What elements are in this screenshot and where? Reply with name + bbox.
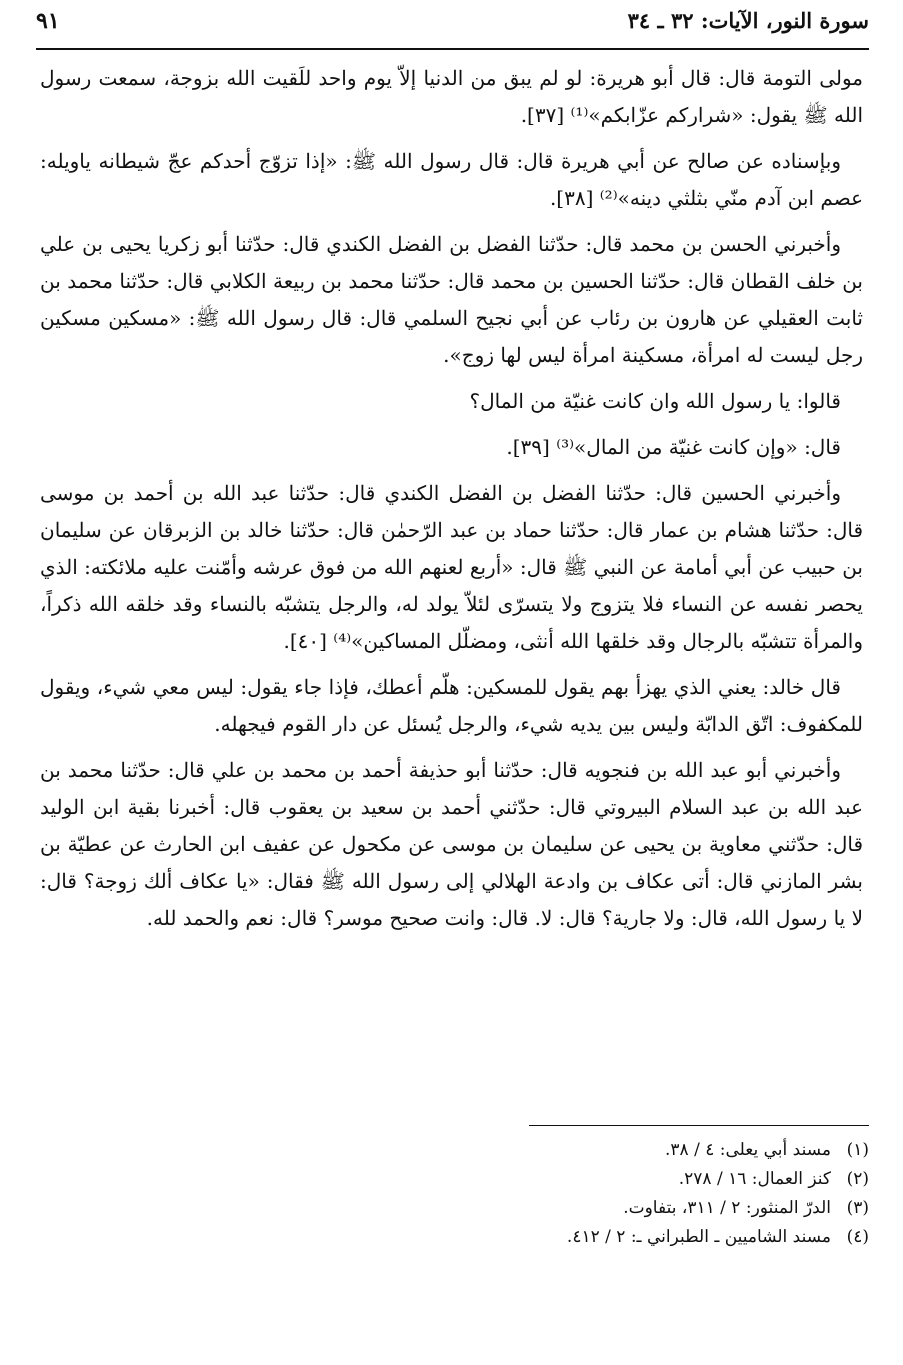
paragraph: مولى التومة قال: قال أبو هريرة: لو لم يبق من الدنيا إلاّ يوم واحد للَقيت الله بزوجة، سمعت رسول الله ﷺ يقول: «شراركم عزّابكم»⁽¹⁾ [٣٧]. [40, 66, 863, 127]
footnote-number: (٢) [846, 1169, 869, 1189]
footnote-text: الدرّ المنثور: ٢ / ٣١١، بتفاوت. [623, 1198, 831, 1218]
running-title: سورة النور، الآيات: ٣٢ ـ ٣٤ [627, 8, 869, 33]
footnotes [529, 1125, 869, 1252]
footnote-text: مسند الشاميين ـ الطبراني ـ: ٢ / ٤١٢. [566, 1227, 831, 1247]
page-number: ٩١ [36, 8, 60, 34]
footnote [529, 1194, 869, 1223]
footnote-number: (٣) [846, 1198, 869, 1218]
page-header [36, 8, 869, 42]
footnote-number: (١) [846, 1140, 869, 1160]
footnote-number: (٤) [846, 1227, 869, 1247]
paragraph: قال خالد: يعني الذي يهزأ بهم يقول للمسكين: هلّم أعطك، فإذا جاء يقول: ليس معي شيء، ويقول للمكفوف: اتّق الدابّة وليس بين يديه شيء، والرجل يُسئل عن دار القوم فيجهله. [40, 675, 863, 736]
footnote-text: كنز العمال: ١٦ / ٢٧٨. [678, 1169, 831, 1189]
footnote-text: مسند أبي يعلى: ٤ / ٣٨. [665, 1140, 831, 1160]
paragraph: قال: «وإن كانت غنيّة من المال»⁽³⁾ [٣٩]. [506, 435, 841, 459]
paragraph: وبإسناده عن صالح عن أبي هريرة قال: قال رسول الله ﷺ: «إذا تزوّج أحدكم عجّ شيطانه ياويله: عصم ابن آدم منّي بثلثي دينه»⁽²⁾ [٣٨]. [40, 149, 863, 210]
paragraph: قالوا: يا رسول الله وان كانت غنيّة من المال؟ [469, 389, 841, 413]
paragraph: وأخبرني الحسين قال: حدّثنا الفضل بن الفضل الكندي قال: حدّثنا عبد الله بن أحمد بن موسى قال: حدّثنا هشام بن عمار قال: حدّثنا حماد بن عبد الرّحمٰن قال: حدّثنا خالد بن الزبرقان عن سليمان بن حبيب عن أبي أمامة عن النبي ﷺ قال: «أربع لعنهم الله من فوق عرشه وأمّنت عليه ملائكته: الذي يحصر نفسه عن النساء فلا يتزوج ولا يتسرّى لئلاّ يولد له، والرجل يتشبّه بالنساء وقد خلقه الله ذكراً، والمرأة تتشبّه بالرجال وقد خلقها الله أنثى، ومضلّل المساكين»⁽⁴⁾ [٤٠]. [40, 481, 863, 653]
footnote [529, 1223, 869, 1252]
header-divider [36, 48, 869, 50]
footnote-divider [529, 1125, 869, 1126]
footnote [529, 1165, 869, 1194]
paragraph: وأخبرني أبو عبد الله بن فنجويه قال: حدّثنا أبو حذيفة أحمد بن محمد بن علي قال: حدّثنا محمد بن عبد الله بن عبد السلام البيروتي قال: حدّثني أحمد بن سعيد بن يعقوب قال: أخبرنا بقية ابن الوليد قال: حدّثني معاوية بن يحيى عن سليمان بن موسى عن مكحول عن عفيف ابن الحارث عن عطيّة بن بشر المازني قال: أتى عكاف بن وادعة الهلالي إلى رسول الله ﷺ فقال: «يا عكاف ألك زوجة؟ قال: لا يا رسول الله، قال: ولا جارية؟ قال: لا. قال: وانت صحيح موسر؟ قال: نعم والحمد لله. [40, 758, 864, 930]
main-text [40, 60, 863, 946]
paragraph: وأخبرني الحسن بن محمد قال: حدّثنا الفضل بن الفضل الكندي قال: حدّثنا أبو زكريا يحيى بن علي بن خلف القطان قال: حدّثنا الحسين بن محمد قال: حدّثنا محمد بن ربيعة الكلابي قال: حدّثنا محمد بن ثابت العقيلي عن هارون بن رئاب عن أبي نجيح السلمي قال: قال رسول الله ﷺ: «مسكين مسكين رجل ليست له امرأة، مسكينة امرأة ليس لها زوج». [40, 232, 863, 367]
footnote [529, 1136, 869, 1165]
